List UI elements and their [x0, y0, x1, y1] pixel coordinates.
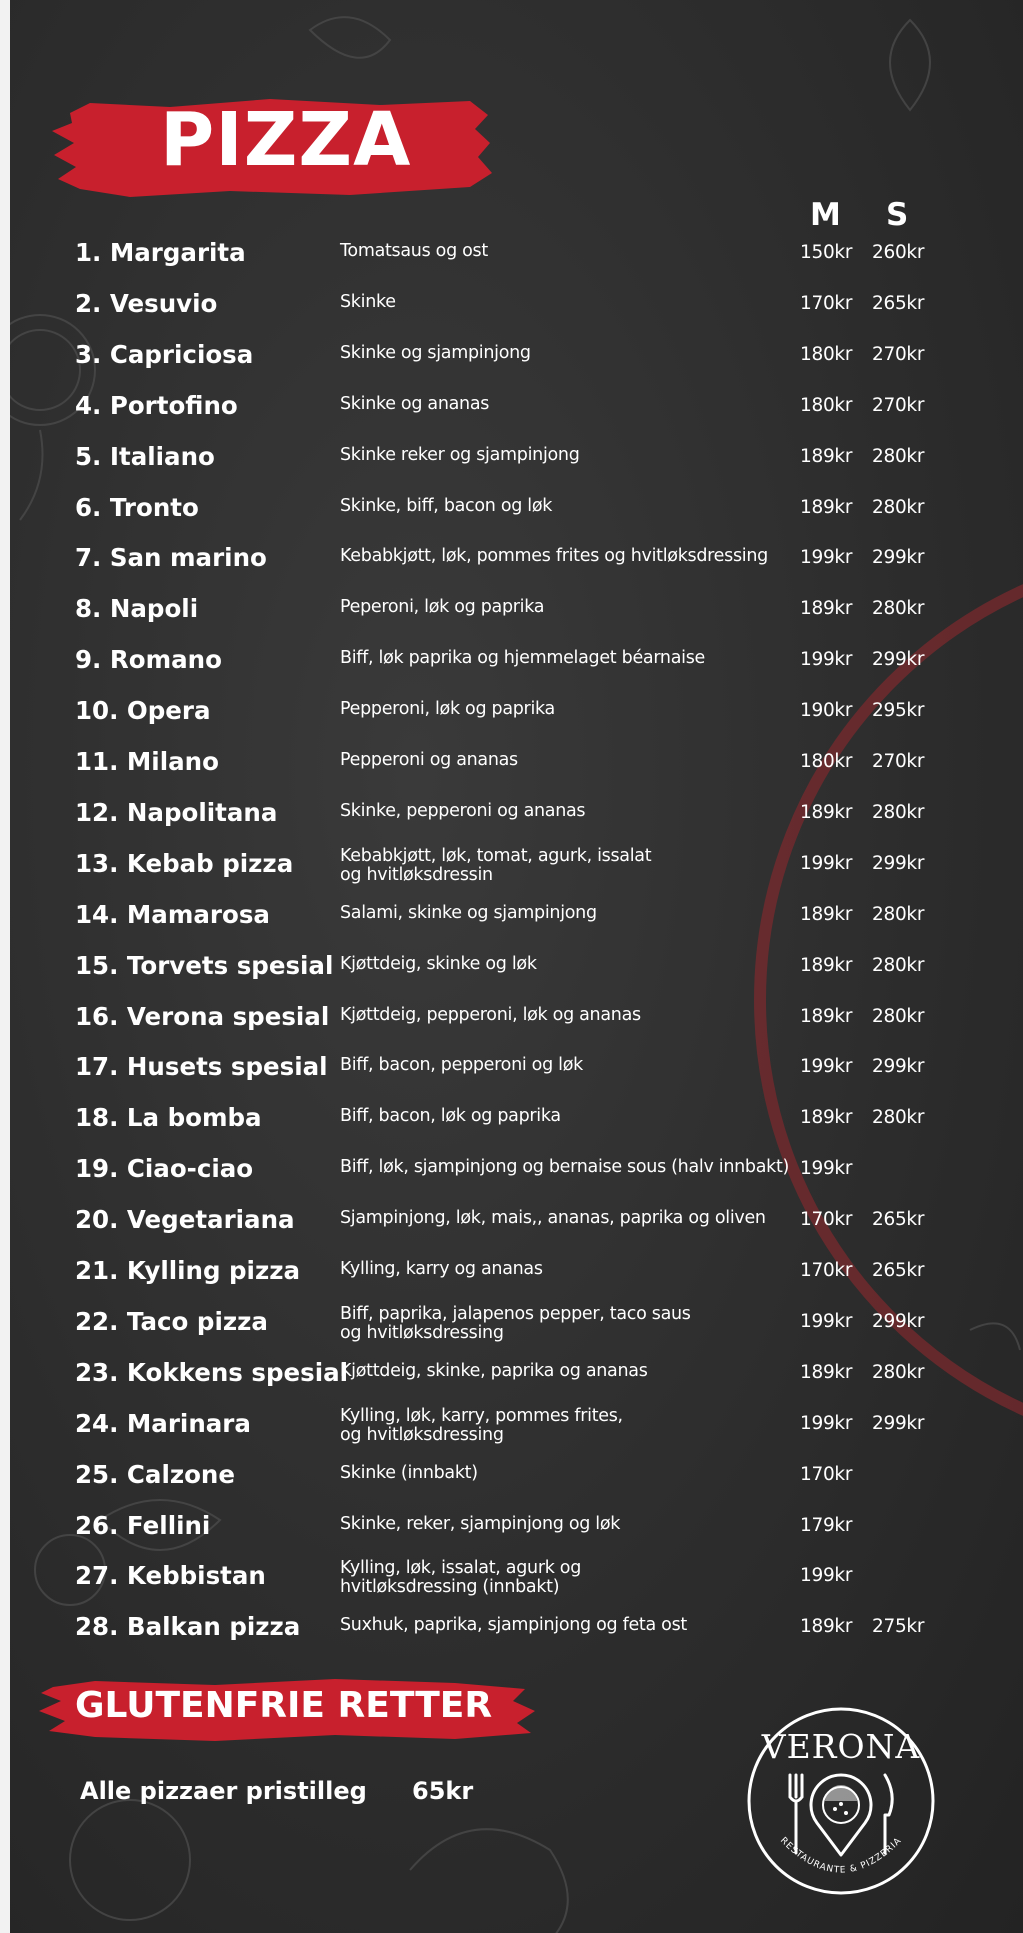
menu-item-description: Skinke og sjampinjong: [340, 343, 531, 363]
logo-name: VERONA: [761, 1727, 921, 1766]
menu-item: [10, 900, 1023, 950]
menu-item-name: 28. Balkan pizza: [75, 1612, 301, 1641]
menu-item-price-medium: 170kr: [800, 293, 853, 314]
menu-item-name: 18. La bomba: [75, 1103, 262, 1132]
menu-item-price-medium: 189kr: [800, 497, 853, 518]
menu-item: [10, 340, 1023, 390]
menu-item-name: 22. Taco pizza: [75, 1307, 268, 1336]
svg-text:RESTAURANTE & PIZZERIA: [778, 1836, 904, 1876]
menu-item-name: 27. Kebbistan: [75, 1561, 266, 1590]
menu-item-price-small: 270kr: [872, 344, 925, 365]
menu-item-price-medium: 199kr: [800, 547, 853, 568]
menu-item-name: 13. Kebab pizza: [75, 849, 294, 878]
menu-item-price-small: 265kr: [872, 1260, 925, 1281]
menu-item-name: 17. Husets spesial: [75, 1052, 328, 1081]
menu-item-price-medium: 170kr: [800, 1209, 853, 1230]
verona-logo: [745, 1705, 937, 1897]
menu-item: [10, 1460, 1023, 1510]
menu-item-name: 6. Tronto: [75, 493, 199, 522]
size-header-medium: M: [810, 197, 841, 233]
menu-item-name: 1. Margarita: [75, 238, 246, 267]
menu-item-price-medium: 180kr: [800, 395, 853, 416]
menu-item-price-medium: 150kr: [800, 242, 853, 263]
menu-item: [10, 594, 1023, 644]
menu-item-description: Pepperoni og ananas: [340, 750, 518, 770]
menu-item: [10, 1205, 1023, 1255]
menu-item-price-medium: 199kr: [800, 649, 853, 670]
menu-item: [10, 747, 1023, 797]
menu-item-name: 8. Napoli: [75, 594, 199, 623]
menu-item-description: Kylling, løk, karry, pommes frites, og hvitløksdressing: [340, 1406, 623, 1445]
menu-item: [10, 798, 1023, 848]
menu-item-price-medium: 180kr: [800, 344, 853, 365]
menu-item-description: Kjøttdeig, pepperoni, løk og ananas: [340, 1005, 641, 1025]
menu-item-price-medium: 189kr: [800, 446, 853, 467]
menu-item-name: 19. Ciao-ciao: [75, 1154, 254, 1183]
menu-item-name: 11. Milano: [75, 747, 219, 776]
menu-item-description: Kjøttdeig, skinke, paprika og ananas: [340, 1361, 648, 1381]
menu-item-description: Biff, bacon, pepperoni og løk: [340, 1055, 583, 1075]
menu-item-description: Skinke: [340, 292, 396, 312]
menu-item-price-medium: 189kr: [800, 904, 853, 925]
menu-item-description: Skinke, pepperoni og ananas: [340, 801, 586, 821]
menu-item-price-medium: 189kr: [800, 1006, 853, 1027]
logo-tagline: RESTAURANTE & PIZZERIA: [777, 1835, 904, 1876]
menu-item-price-medium: 170kr: [800, 1464, 853, 1485]
size-header-small: S: [886, 197, 909, 233]
menu-item-name: 15. Torvets spesial: [75, 951, 334, 980]
menu-item-description: Tomatsaus og ost: [340, 241, 488, 261]
menu-item: [10, 645, 1023, 695]
menu-item-price-small: 280kr: [872, 1006, 925, 1027]
menu-item: [10, 1358, 1023, 1408]
menu-item-name: 23. Kokkens spesial: [75, 1358, 349, 1387]
logo-tagline-arc: [745, 1705, 937, 1897]
menu-item: [10, 1406, 1023, 1459]
menu-item-name: 3. Capriciosa: [75, 340, 254, 369]
menu-item-name: 9. Romano: [75, 645, 222, 674]
menu-item-price-medium: 179kr: [800, 1515, 853, 1536]
menu-item-price-small: 265kr: [872, 1209, 925, 1230]
menu-item-price-medium: 170kr: [800, 1260, 853, 1281]
menu-item-description: Skinke, reker, sjampinjong og løk: [340, 1514, 621, 1534]
menu-item: [10, 1304, 1023, 1357]
menu-item: [10, 1002, 1023, 1052]
menu-item: [10, 493, 1023, 543]
menu-item-description: Sjampinjong, løk, mais,, ananas, paprika og oliven: [340, 1208, 766, 1228]
glutenfree-price: 65kr: [412, 1777, 474, 1805]
menu-item: [10, 238, 1023, 288]
menu-item-price-medium: 190kr: [800, 700, 853, 721]
menu-item: [10, 442, 1023, 492]
menu-item-description: Skinke, biff, bacon og løk: [340, 496, 553, 516]
menu-item-description: Kebabkjøtt, løk, tomat, agurk, issalat og hvitløksdressin: [340, 846, 652, 885]
menu-item-name: 12. Napolitana: [75, 798, 278, 827]
menu-item-description: Skinke (innbakt): [340, 1463, 478, 1483]
menu-item-description: Kylling, karry og ananas: [340, 1259, 543, 1279]
menu-item-description: Peperoni, løk og paprika: [340, 597, 545, 617]
menu-item-price-medium: 199kr: [800, 1311, 853, 1332]
page-title: PIZZA: [160, 97, 412, 183]
menu-item-price-small: 265kr: [872, 293, 925, 314]
menu-item-price-small: 280kr: [872, 598, 925, 619]
menu-item-description: Suxhuk, paprika, sjampinjong og feta ost: [340, 1615, 687, 1635]
menu-item-price-small: 260kr: [872, 242, 925, 263]
menu-item-price-medium: 199kr: [800, 1413, 853, 1434]
menu-item-name: 24. Marinara: [75, 1409, 251, 1438]
menu-item-name: 4. Portofino: [75, 391, 238, 420]
menu-item-name: 14. Mamarosa: [75, 900, 270, 929]
menu-item-price-medium: 199kr: [800, 1565, 853, 1586]
menu-item: [10, 1154, 1023, 1204]
menu-item: [10, 846, 1023, 899]
menu-item-price-medium: 199kr: [800, 853, 853, 874]
menu-item-price-medium: 199kr: [800, 1158, 853, 1179]
menu-item: [10, 696, 1023, 746]
menu-item-description: Biff, paprika, jalapenos pepper, taco saus og hvitløksdressing: [340, 1304, 691, 1343]
menu-item-name: 25. Calzone: [75, 1460, 235, 1489]
menu-item-price-small: 275kr: [872, 1616, 925, 1637]
menu-item-name: 26. Fellini: [75, 1511, 211, 1540]
menu-item: [10, 1052, 1023, 1102]
menu-item-price-medium: 180kr: [800, 751, 853, 772]
menu-item-name: 16. Verona spesial: [75, 1002, 330, 1031]
menu-item-price-small: 270kr: [872, 751, 925, 772]
menu-item-price-small: 299kr: [872, 547, 925, 568]
menu-item-name: 20. Vegetariana: [75, 1205, 295, 1234]
glutenfree-label: Alle pizzaer pristilleg: [80, 1777, 367, 1805]
menu-item-price-small: 295kr: [872, 700, 925, 721]
menu-item-price-small: 280kr: [872, 1107, 925, 1128]
menu-item-price-small: 280kr: [872, 446, 925, 467]
menu-item-price-small: 299kr: [872, 853, 925, 874]
menu-item-name: 21. Kylling pizza: [75, 1256, 301, 1285]
menu-item: [10, 1256, 1023, 1306]
menu-item-price-medium: 199kr: [800, 1056, 853, 1077]
menu-item: [10, 951, 1023, 1001]
menu-item-description: Kylling, løk, issalat, agurk og hvitløksdressing (innbakt): [340, 1558, 582, 1597]
menu-item-name: 7. San marino: [75, 543, 267, 572]
menu-item-price-small: 280kr: [872, 904, 925, 925]
menu-item-description: Skinke og ananas: [340, 394, 490, 414]
menu-item: [10, 1511, 1023, 1561]
menu-item-description: Pepperoni, løk og paprika: [340, 699, 555, 719]
menu-item-description: Biff, løk paprika og hjemmelaget béarnaise: [340, 648, 705, 668]
menu-item: [10, 1103, 1023, 1153]
menu-item-description: Kjøttdeig, skinke og løk: [340, 954, 537, 974]
menu-item-description: Kebabkjøtt, løk, pommes frites og hvitløksdressing: [340, 546, 768, 566]
menu-item-price-small: 280kr: [872, 1362, 925, 1383]
menu-item-name: 10. Opera: [75, 696, 211, 725]
menu-item-price-small: 280kr: [872, 497, 925, 518]
menu-item: [10, 1558, 1023, 1611]
menu-item-price-medium: 189kr: [800, 598, 853, 619]
menu-item-description: Skinke reker og sjampinjong: [340, 445, 580, 465]
menu-item-name: 2. Vesuvio: [75, 289, 218, 318]
menu-item-price-small: 280kr: [872, 802, 925, 823]
menu-item-price-medium: 189kr: [800, 955, 853, 976]
menu-item-price-small: 280kr: [872, 955, 925, 976]
menu-item-price-small: 299kr: [872, 649, 925, 670]
menu-item-description: Biff, løk, sjampinjong og bernaise sous (halv innbakt): [340, 1157, 790, 1177]
menu-item-price-small: 299kr: [872, 1311, 925, 1332]
menu-page: [10, 0, 1023, 1933]
menu-item: [10, 1612, 1023, 1662]
menu-item-price-small: 270kr: [872, 395, 925, 416]
menu-item-description: Biff, bacon, løk og paprika: [340, 1106, 561, 1126]
menu-item-description: Salami, skinke og sjampinjong: [340, 903, 597, 923]
menu-item-price-medium: 189kr: [800, 1362, 853, 1383]
menu-item: [10, 543, 1023, 593]
menu-item-name: 5. Italiano: [75, 442, 215, 471]
menu-item-price-medium: 189kr: [800, 1616, 853, 1637]
menu-item-price-small: 299kr: [872, 1056, 925, 1077]
menu-item: [10, 289, 1023, 339]
menu-item-price-medium: 189kr: [800, 1107, 853, 1128]
menu-item: [10, 391, 1023, 441]
glutenfree-title: GLUTENFRIE RETTER: [75, 1685, 493, 1726]
menu-item-price-small: 299kr: [872, 1413, 925, 1434]
menu-item-price-medium: 189kr: [800, 802, 853, 823]
